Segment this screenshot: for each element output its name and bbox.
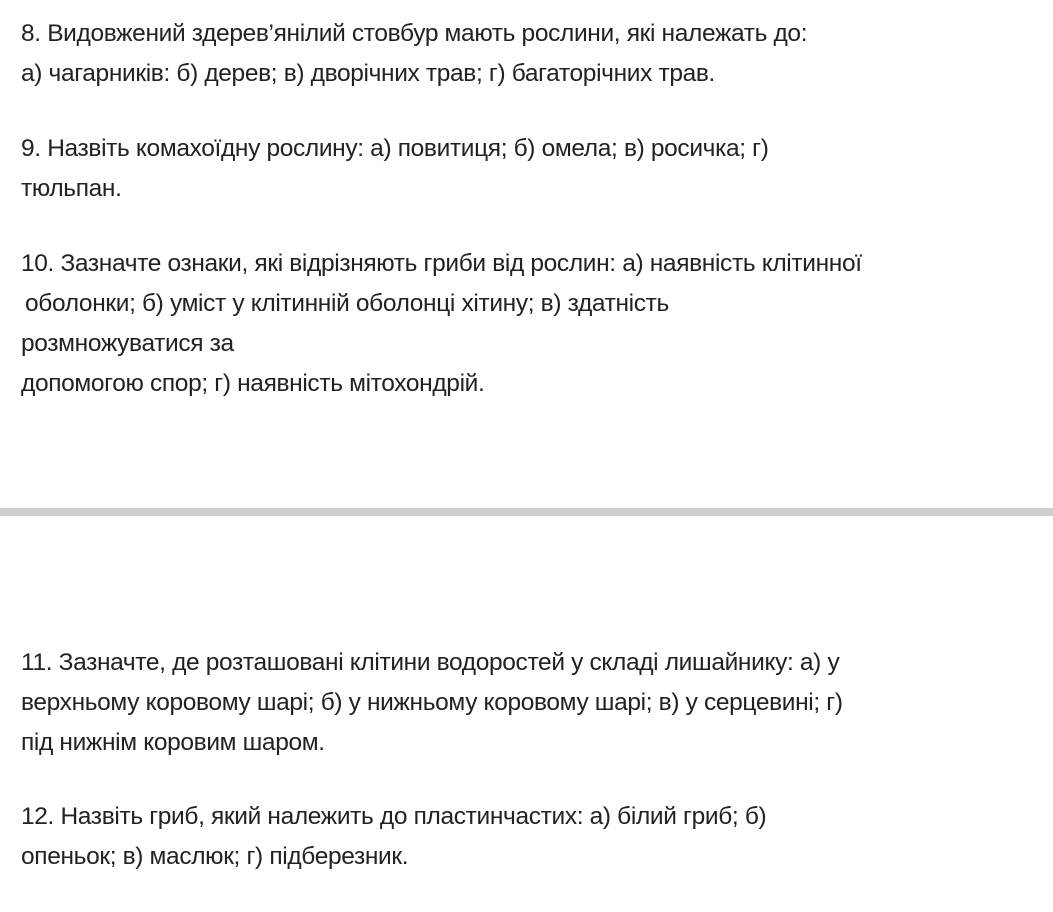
question-11 (21, 643, 1053, 763)
question-10-line-4: допомогою спор; г) наявність мітохондрій. (21, 370, 485, 397)
question-8 (21, 14, 1053, 94)
question-10-line-1: 10. Зазначте ознаки, які відрізняють гриби від рослин: а) наявність клітинної (21, 250, 862, 277)
question-12-line-1: 12. Назвіть гриб, який належить до пластинчастих: а) білий гриб; б) (21, 803, 767, 830)
question-8-line-2: а) чагарників: б) дерев; в) дворічних трав; г) багаторічних трав. (21, 60, 715, 87)
page-separator (0, 508, 1053, 516)
question-8-line-1: 8. Видовжений здерев’янілий стовбур мають рослини, які належать до: (21, 20, 808, 47)
question-10-line-3: розмножуватися за (21, 330, 234, 357)
question-12-line-2: опеньок; в) маслюк; г) підберезник. (21, 843, 409, 870)
question-10 (21, 244, 1053, 404)
question-11-line-2: верхньому коровому шарі; б) у нижньому коровому шарі; в) у серцевині; г) (21, 689, 843, 716)
question-12 (21, 797, 1053, 877)
question-9-line-2: тюльпан. (21, 175, 122, 202)
question-9 (21, 129, 1053, 209)
question-9-line-1: 9. Назвіть комахоїдну рослину: а) повитиця; б) омела; в) росичка; г) (21, 135, 769, 162)
question-10-line-2: оболонки; б) уміст у клітинній оболонці хітину; в) здатність (25, 290, 669, 317)
question-11-line-3: під нижнім коровим шаром. (21, 729, 325, 756)
question-11-line-1: 11. Зазначте, де розташовані клітини водоростей у складі лишайнику: а) у (21, 649, 840, 676)
